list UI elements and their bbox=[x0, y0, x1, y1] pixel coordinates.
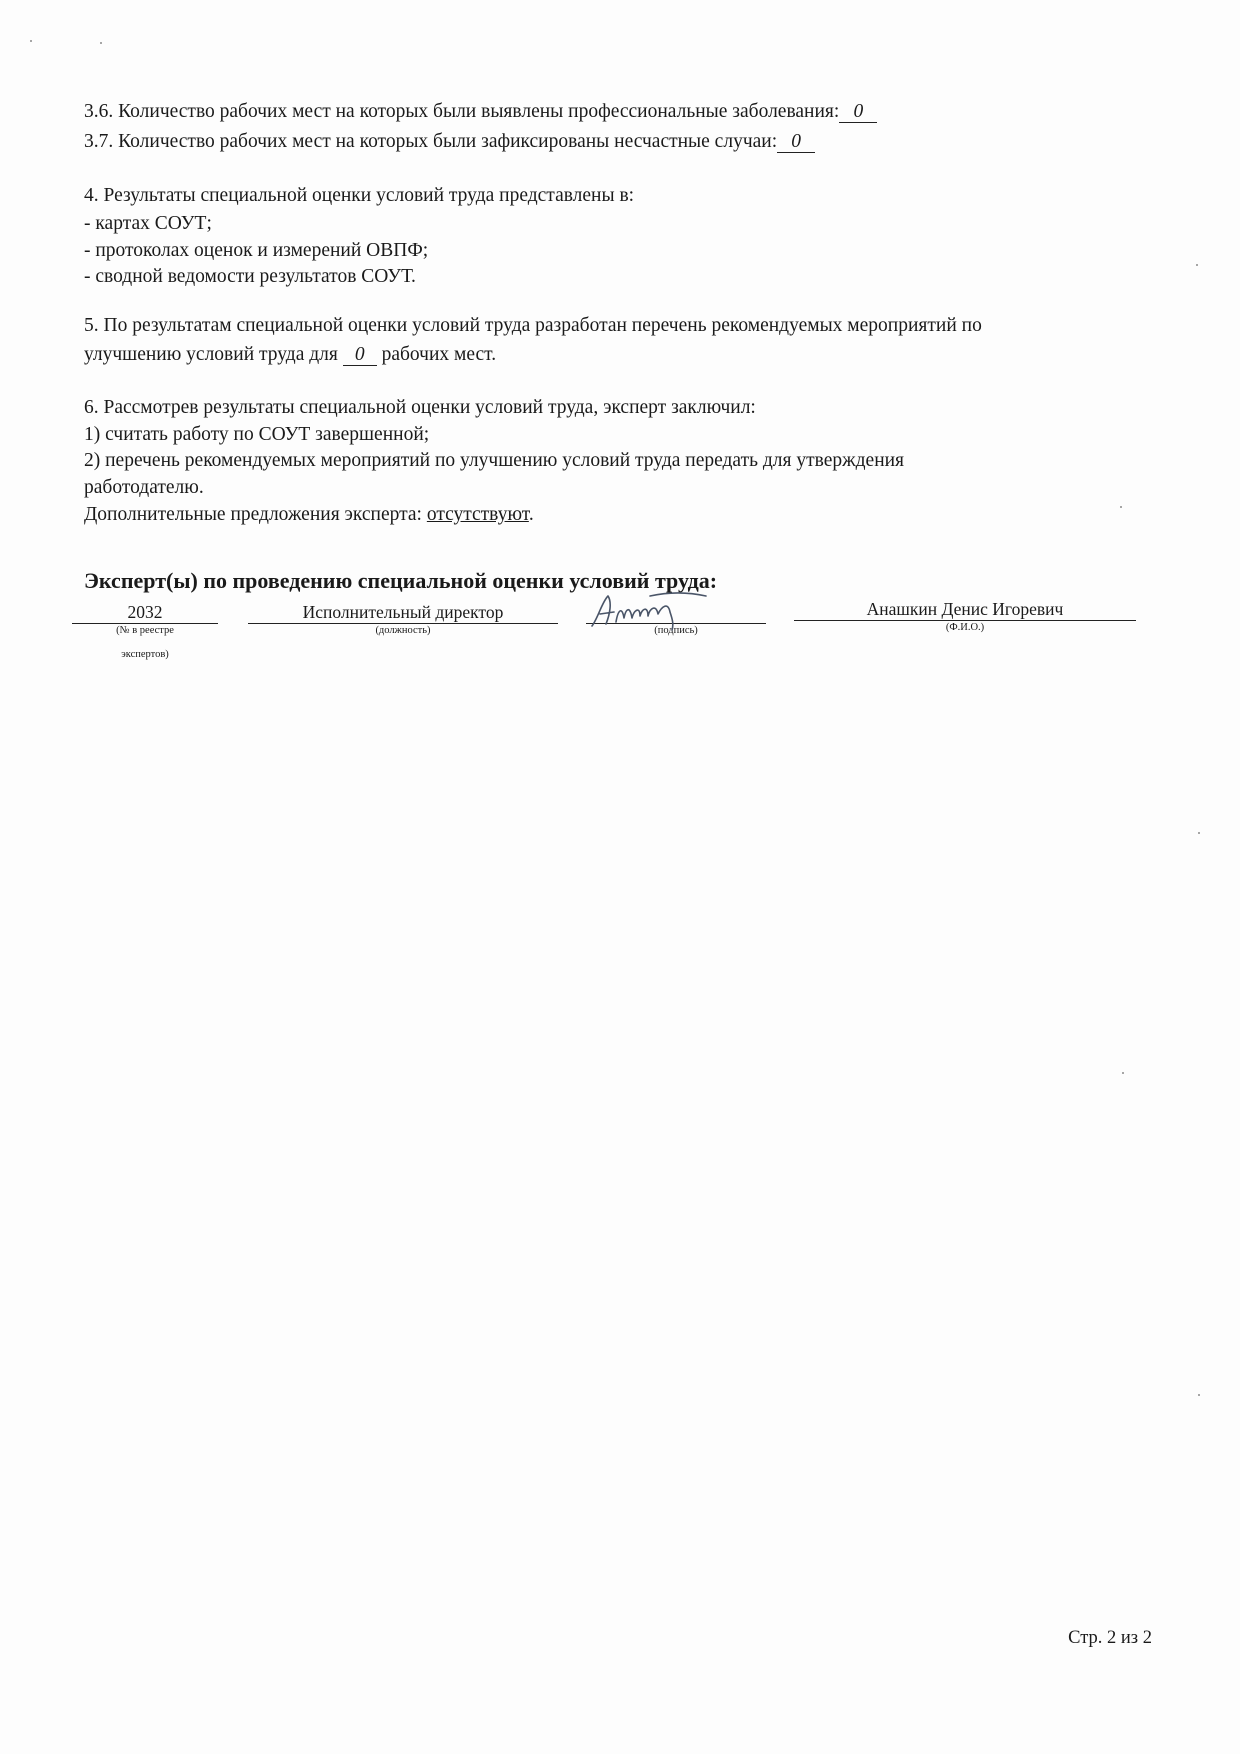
section-6-extra bbox=[84, 503, 534, 527]
item-3-7 bbox=[84, 130, 815, 154]
item-3-7-label: 3.7. Количество рабочих мест на которых были зафиксированы несчастные случаи: bbox=[84, 131, 778, 152]
item-3-6-label: 3.6. Количество рабочих мест на которых были выявлены профессиональные заболевания: bbox=[84, 101, 840, 122]
registry-caption-line-2: экспертов) bbox=[121, 649, 169, 660]
registry-number: 2032 bbox=[72, 601, 218, 624]
full-name-caption: (Ф.И.О.) bbox=[945, 622, 985, 633]
section-6-extra-value: отсутствуют bbox=[426, 504, 529, 525]
handwritten-signature bbox=[588, 588, 718, 634]
section-6-heading: 6. Рассмотрев результаты специальной оценки условий труда, эксперт заключил: bbox=[84, 397, 756, 418]
position-caption: (должность) bbox=[375, 625, 431, 636]
section-4-item-2: - протоколах оценок и измерений ОВПФ; bbox=[84, 240, 429, 261]
section-5-line-1: 5. По результатам специальной оценки условий труда разработан перечень рекомендуемых мероприятий по bbox=[84, 315, 982, 336]
registry-caption-line-1: (№ в реестре bbox=[116, 625, 174, 636]
section-4-heading: 4. Результаты специальной оценки условий труда представлены в: bbox=[84, 185, 635, 206]
section-6-item-2-line-2: работодателю. bbox=[84, 477, 204, 498]
section-5-text-before: улучшению условий труда для bbox=[84, 344, 338, 365]
section-5-text-after: рабочих мест. bbox=[381, 344, 497, 365]
section-4-item-3: - сводной ведомости результатов СОУТ. bbox=[84, 266, 416, 287]
position-field: Исполнительный директор bbox=[248, 601, 558, 624]
section-6-extra-label: Дополнительные предложения эксперта: bbox=[84, 504, 422, 525]
section-4-item-1: - картах СОУТ; bbox=[84, 213, 212, 234]
signature-caption: (подпись) bbox=[654, 625, 698, 636]
section-6-extra-end: . bbox=[528, 504, 534, 525]
item-3-7-value: 0 bbox=[777, 132, 815, 153]
scan-speck bbox=[1120, 506, 1122, 508]
scan-speck bbox=[1122, 1072, 1124, 1074]
section-5-value: 0 bbox=[343, 345, 377, 366]
item-3-6-value: 0 bbox=[839, 102, 877, 123]
scan-speck bbox=[1198, 1394, 1200, 1396]
item-3-6 bbox=[84, 100, 877, 124]
scan-speck bbox=[1198, 832, 1200, 834]
experts-title: Эксперт(ы) по проведению специальной оценки условий труда: bbox=[84, 568, 718, 593]
section-6-item-2-line-1: 2) перечень рекомендуемых мероприятий по улучшению условий труда передать для утверждения bbox=[84, 450, 905, 471]
scan-speck bbox=[1196, 264, 1198, 266]
scan-speck bbox=[30, 40, 32, 42]
section-5-line-2 bbox=[84, 343, 496, 367]
page-number: Стр. 2 из 2 bbox=[1068, 1628, 1152, 1648]
scan-speck bbox=[100, 42, 102, 44]
section-6-item-1: 1) считать работу по СОУТ завершенной; bbox=[84, 424, 430, 445]
full-name-field: Анашкин Денис Игоревич bbox=[794, 598, 1136, 621]
